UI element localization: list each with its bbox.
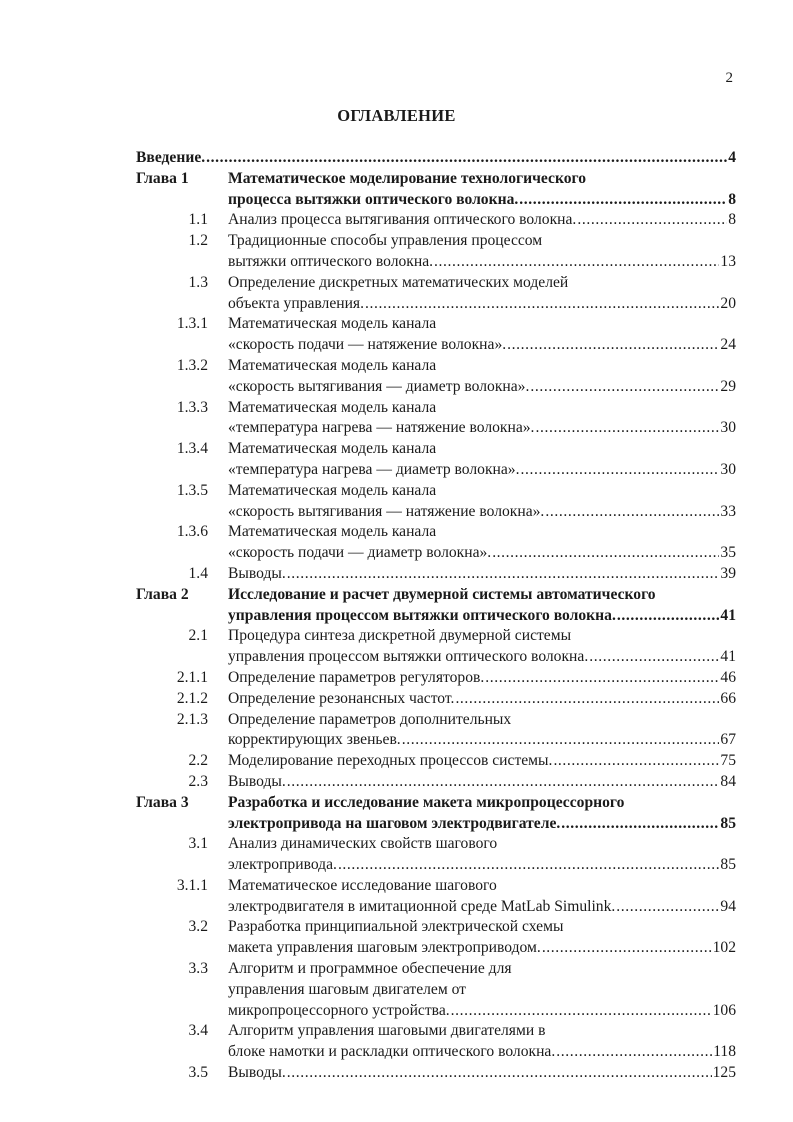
toc-section-entry	[136, 314, 736, 356]
dot-leader	[556, 1042, 712, 1063]
entry-title-text: Выводы.	[228, 1064, 286, 1082]
entry-number: 3.4	[188, 1022, 208, 1040]
entry-title-text: Определение параметров дополнительных	[228, 710, 512, 728]
entry-page-number: 85	[720, 856, 736, 874]
entry-page-number: 125	[712, 1064, 736, 1082]
entry-title	[228, 481, 736, 523]
entry-page-number: 84	[720, 772, 736, 790]
dot-leader	[492, 543, 719, 564]
entry-title-text: «температура нагрева — диаметр волокна».	[228, 460, 520, 478]
entry-title-text: Моделирование переходных процессов системы.	[228, 752, 553, 770]
entry-title	[228, 626, 736, 668]
dot-leader	[451, 1001, 712, 1022]
entry-number: 2.1.1	[176, 668, 208, 686]
dot-leader	[338, 855, 719, 876]
entry-title-text: Традиционные способы управления процессом	[228, 232, 543, 250]
entry-title	[228, 710, 736, 752]
entry-number: Глава 3	[136, 793, 189, 811]
entry-number: 1.1	[188, 211, 208, 229]
entry-number: 2.2	[188, 752, 208, 770]
entry-title	[228, 314, 736, 356]
dot-leader	[553, 751, 719, 772]
entry-title	[228, 273, 736, 315]
entry-title-text: Введение.	[136, 149, 206, 166]
entry-number: 2.1.3	[176, 710, 208, 728]
entry-number: 1.3.5	[176, 481, 208, 499]
toc-section-entry	[136, 564, 736, 585]
entry-title	[228, 959, 736, 1021]
entry-title-text: «скорость подачи — натяжение волокна».	[228, 336, 507, 354]
entry-number: 2.1.2	[176, 689, 208, 707]
entry-title-line	[228, 814, 736, 835]
entry-title-text: Разработка и исследование макета микропроцессорного	[228, 793, 625, 811]
entry-title-line	[228, 314, 736, 335]
page-title: ОГЛАВЛЕНИЕ	[337, 106, 456, 125]
dot-leader	[521, 460, 720, 481]
entry-title-text: микропроцессорного устройства.	[228, 1001, 450, 1019]
table-of-contents	[136, 148, 736, 1084]
entry-title-line	[228, 793, 736, 814]
entry-number: 2.3	[188, 772, 208, 790]
entry-page-number: 33	[720, 502, 736, 520]
dot-leader	[287, 1063, 712, 1084]
dot-leader	[287, 564, 720, 585]
entry-title-text: управления процессом вытяжки оптического волокна.	[228, 606, 616, 624]
entry-title-line	[228, 1042, 736, 1063]
entry-title-text: процесса вытяжки оптического волокна.	[228, 190, 519, 208]
entry-title-line	[228, 502, 736, 523]
entry-title-line	[228, 959, 736, 980]
entry-page-number: 41	[720, 648, 736, 666]
entry-page-number: 75	[720, 752, 736, 770]
entry-title-line	[228, 980, 736, 1001]
toc-section-entry	[136, 959, 736, 1021]
entry-title-line	[228, 377, 736, 398]
toc-section-entry	[136, 439, 736, 481]
entry-title-text: Математическая модель канала	[228, 481, 437, 499]
entry-title	[228, 876, 736, 918]
entry-title-line	[228, 751, 736, 772]
entry-title-text: Математическая модель канала	[228, 398, 437, 416]
entry-page-number: 8	[728, 190, 736, 208]
dot-leader	[519, 190, 727, 211]
entry-title-text: Математическая модель канала	[228, 315, 437, 333]
entry-page-number: 30	[720, 460, 736, 478]
entry-title	[228, 210, 736, 231]
entry-title-line	[228, 730, 736, 751]
dot-leader	[530, 377, 719, 398]
entry-title-text: «скорость вытягивания — натяжение волокна».	[228, 502, 545, 520]
entry-title-text: Математическое моделирование технологического	[228, 169, 587, 187]
toc-section-entry	[136, 210, 736, 231]
entry-title-line	[228, 689, 736, 710]
entry-page-number: 30	[720, 419, 736, 437]
entry-title-text: Процедура синтеза дискретной двумерной системы	[228, 627, 572, 645]
dot-leader	[535, 418, 719, 439]
entry-title-text: Математическая модель канала	[228, 523, 437, 541]
toc-section-entry	[136, 522, 736, 564]
entry-number: 1.3.2	[176, 356, 208, 374]
entry-title-line	[228, 439, 736, 460]
entry-title-text: Математическое исследование шагового	[228, 876, 497, 894]
dot-leader	[545, 502, 719, 523]
entry-title	[228, 1021, 736, 1063]
entry-number: 1.4	[188, 564, 208, 582]
entry-title-text: Разработка принципиальной электрической схемы	[228, 918, 564, 936]
entry-title-line	[228, 356, 736, 377]
entry-title-text: макета управления шаговым электроприводом.	[228, 939, 541, 957]
entry-title-text: Математическая модель канала	[228, 440, 437, 458]
entry-title-text: Определение параметров регуляторов.	[228, 668, 485, 686]
entry-title-text: «скорость подачи — диаметр волокна».	[228, 544, 492, 562]
toc-section-entry	[136, 751, 736, 772]
toc-section-entry	[136, 1063, 736, 1084]
entry-number: 2.1	[188, 627, 208, 645]
entry-title-line	[228, 169, 736, 190]
entry-number: Глава 2	[136, 585, 189, 603]
entry-page-number: 106	[712, 1001, 736, 1019]
entry-title	[228, 585, 736, 627]
entry-title	[228, 231, 736, 273]
toc-section-entry	[136, 273, 736, 315]
entry-title-line	[228, 917, 736, 938]
entry-title-line	[228, 876, 736, 897]
entry-page-number: 8	[728, 211, 736, 229]
entry-title-line	[228, 522, 736, 543]
entry-title-line	[228, 647, 736, 668]
entry-title	[228, 772, 736, 793]
entry-title-line	[228, 252, 736, 273]
entry-title-line	[228, 710, 736, 731]
entry-title-line	[228, 772, 736, 793]
entry-page-number: 94	[720, 897, 736, 915]
entry-title	[228, 356, 736, 398]
entry-number: 3.1	[188, 835, 208, 853]
entry-page-number: 41	[720, 606, 736, 624]
toc-section-entry	[136, 231, 736, 273]
dot-leader	[434, 252, 719, 273]
toc-section-entry	[136, 668, 736, 689]
dot-leader	[206, 148, 727, 169]
toc-section-entry	[136, 772, 736, 793]
entry-title	[228, 917, 736, 959]
entry-number: 1.2	[188, 232, 208, 250]
entry-title-line	[228, 398, 736, 419]
entry-title	[228, 564, 736, 585]
entry-title-text: «температура нагрева — натяжение волокна».	[228, 419, 535, 437]
entry-title-text: вытяжки оптического волокна.	[228, 252, 434, 270]
entry-title-line	[228, 668, 736, 689]
toc-section-entry	[136, 398, 736, 440]
entry-title-line	[228, 294, 736, 315]
entry-page-number: 29	[720, 377, 736, 395]
entry-title	[228, 439, 736, 481]
entry-number: 1.3.6	[176, 523, 208, 541]
dot-leader	[402, 730, 720, 751]
entry-title-line	[228, 543, 736, 564]
toc-section-entry	[136, 710, 736, 752]
toc-section-entry	[136, 1021, 736, 1063]
entry-title	[228, 668, 736, 689]
entry-title-text: Алгоритм управления шаговыми двигателями в	[228, 1022, 546, 1040]
toc-section-entry	[136, 481, 736, 523]
entry-page-number: 35	[720, 544, 736, 562]
entry-title-line	[228, 1021, 736, 1042]
entry-page-number: 85	[720, 814, 736, 832]
dot-leader	[561, 814, 719, 835]
entry-title	[228, 398, 736, 440]
entry-page-number: 66	[720, 689, 736, 707]
entry-number: 3.2	[188, 918, 208, 936]
entry-page-number: 39	[720, 564, 736, 582]
entry-title-line	[228, 626, 736, 647]
entry-title-line	[228, 855, 736, 876]
entry-title-line	[228, 210, 736, 231]
toc-chapter-entry	[136, 169, 736, 211]
toc-section-entry	[136, 356, 736, 398]
entry-title-line	[228, 231, 736, 252]
entry-page-number: 102	[712, 939, 736, 957]
entry-title-text: Анализ процесса вытягивания оптического волокна.	[228, 211, 577, 229]
entry-number: 1.3	[188, 273, 208, 291]
entry-title-line	[228, 897, 736, 918]
dot-leader	[542, 938, 712, 959]
entry-title-line	[136, 148, 736, 169]
entry-title-text: Исследование и расчет двумерной системы автоматического	[228, 585, 656, 603]
entry-number: Глава 1	[136, 169, 189, 187]
entry-page-number: 46	[720, 668, 736, 686]
entry-title-text: управления процессом вытяжки оптического волокна.	[228, 648, 589, 666]
entry-title	[228, 689, 736, 710]
entry-title-line	[228, 585, 736, 606]
entry-title	[228, 751, 736, 772]
entry-title-line	[228, 460, 736, 481]
toc-section-entry	[136, 876, 736, 918]
dot-leader	[589, 647, 719, 668]
entry-title	[228, 793, 736, 835]
page-number: 2	[725, 70, 733, 86]
entry-title-text: Алгоритм и программное обеспечение для	[228, 960, 512, 978]
entry-title-text: объекта управления.	[228, 294, 365, 312]
toc-section-entry	[136, 834, 736, 876]
entry-title-line	[228, 335, 736, 356]
toc-section-entry	[136, 917, 736, 959]
entry-title-text: управления шаговым двигателем от	[228, 980, 466, 998]
dot-leader	[455, 689, 719, 710]
entry-title-line	[228, 190, 736, 211]
toc-section-entry	[136, 626, 736, 668]
entry-title-text: электропривода.	[228, 856, 337, 874]
entry-page-number: 67	[720, 731, 736, 749]
entry-title-line	[228, 564, 736, 585]
entry-number: 3.5	[188, 1064, 208, 1082]
entry-title-text: «скорость вытягивания — диаметр волокна».	[228, 377, 530, 395]
entry-title-text: Выводы.	[228, 564, 286, 582]
entry-page-number: 118	[713, 1043, 736, 1061]
entry-page-number: 20	[720, 294, 736, 312]
entry-number: 1.3.4	[176, 440, 208, 458]
entry-title-line	[228, 418, 736, 439]
toc-chapter-entry	[136, 793, 736, 835]
dot-leader	[616, 897, 719, 918]
entry-title-text: Выводы.	[228, 772, 286, 790]
entry-title-text: корректирующих звеньев.	[228, 731, 401, 749]
toc-intro-entry	[136, 148, 736, 169]
dot-leader	[287, 772, 720, 793]
entry-title	[228, 169, 736, 211]
entry-number: 3.3	[188, 960, 208, 978]
entry-page-number: 4	[728, 149, 736, 166]
entry-title-text: Анализ динамических свойств шагового	[228, 835, 498, 853]
dot-leader	[365, 294, 719, 315]
entry-title-line	[228, 1001, 736, 1022]
entry-title-line	[228, 273, 736, 294]
entry-title	[228, 1063, 736, 1084]
entry-title	[136, 148, 736, 169]
entry-title	[228, 522, 736, 564]
entry-title-text: электропривода на шаговом электродвигателе.	[228, 814, 561, 832]
toc-section-entry	[136, 689, 736, 710]
entry-title-text: Определение резонансных частот.	[228, 689, 455, 707]
toc-chapter-entry	[136, 585, 736, 627]
entry-number: 1.3.1	[176, 315, 208, 333]
entry-title-text: электродвигателя в имитационной среде MatLab Simulink.	[228, 897, 616, 915]
dot-leader	[577, 210, 727, 231]
entry-page-number: 13	[720, 252, 736, 270]
entry-title-line	[228, 606, 736, 627]
dot-leader	[507, 335, 719, 356]
entry-title-text: блоке намотки и раскладки оптического волокна.	[228, 1043, 556, 1061]
entry-title-line	[228, 834, 736, 855]
entry-title-line	[228, 481, 736, 502]
entry-title	[228, 834, 736, 876]
entry-number: 1.3.3	[176, 398, 208, 416]
entry-page-number: 24	[720, 336, 736, 354]
dot-leader	[485, 668, 719, 689]
entry-number: 3.1.1	[176, 876, 208, 894]
entry-title-text: Математическая модель канала	[228, 356, 437, 374]
entry-title-line	[228, 1063, 736, 1084]
dot-leader	[617, 606, 720, 627]
entry-title-text: Определение дискретных математических моделей	[228, 273, 569, 291]
entry-title-line	[228, 938, 736, 959]
